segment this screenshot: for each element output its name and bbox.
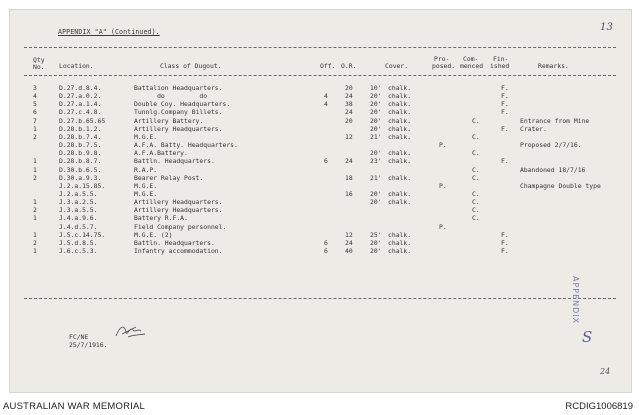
cell-or: 24 [345,108,353,117]
cell-pur: F. [501,238,509,247]
table-row [0,174,639,182]
cell-ccov: chalk. [388,173,412,182]
cell-pur: F. [501,108,509,117]
cell-ccov: chalk. [388,230,412,239]
cell-cov: 10' [370,84,382,92]
cell-cls: M.G.E. [134,181,158,190]
cell-loc: D.30.b.6.5. [59,165,102,174]
cell-ccov: chalk. [388,100,412,109]
cell-pur: F. [501,230,509,239]
cell-com: C. [472,189,480,198]
cell-cls: Battln. Headquarters. [134,157,215,166]
cell-loc: D.27.a.1.4. [59,100,102,109]
cell-ccov: chalk. [388,238,412,247]
stamp-letter: S [582,328,593,346]
header-no: No. [33,63,45,71]
cell-ccov: chalk. [388,132,412,141]
cell-com: C. [472,214,480,223]
cell-cls: A.F.A. Batty. Headquarters. [134,141,238,150]
table-row [0,133,639,141]
cell-cov: 23' [370,157,382,166]
cell-or: 20 [345,116,353,125]
cell-cls: do do [134,92,208,101]
cell-or: 12 [345,230,353,239]
cell-cls: Artillery Headquarters. [134,124,223,133]
table-row [0,84,639,92]
cell-or: 24 [345,92,353,101]
cell-com: C. [472,198,480,207]
cell-qty: 3 [33,84,37,92]
table-row [0,190,639,198]
cell-cov: 20' [370,116,382,125]
cell-or: 12 [345,132,353,141]
cell-loc: D.30.a.9.3. [59,173,102,182]
cell-rem: Abandoned 18/7/16 [520,165,586,174]
cell-ccov: chalk. [388,108,412,117]
table-row [0,108,639,116]
cell-qty: 2 [33,132,37,141]
cell-qty: 2 [33,173,37,182]
cell-qty: 1 [33,230,37,239]
cell-loc: D.28.b.9.8. [59,149,102,158]
cell-loc: J.2.a.15.85. [59,181,106,190]
cell-loc: J.3.a.5.5. [59,206,98,215]
cell-qty: 2 [33,238,37,247]
cell-or: 24 [345,157,353,166]
cell-com: C. [472,116,480,125]
cell-com: C. [472,132,480,141]
header-commenced-bottom: menced [460,62,484,70]
header-bottom-rule [24,75,616,76]
header-proposed-bottom: posed. [432,62,456,70]
header-cover: Cover. [385,62,409,70]
cell-com: C. [472,173,480,182]
cell-cls: Battalion Headquarters. [134,84,223,92]
table-row [0,92,639,100]
cell-or: 38 [345,100,353,109]
appendix-title: APPENDIX "A" (Continued). [58,28,160,36]
cell-cls: A.F.A.Battery. [134,149,188,158]
cell-rem: Entrance from Mine [520,116,590,125]
table-row [0,157,639,165]
cell-qty: 1 [33,247,37,255]
table-row [0,141,639,149]
cell-or: 18 [345,173,353,182]
cell-qty: 7 [33,116,37,125]
cell-cov: 21' [370,132,382,141]
cell-off: 6 [324,247,328,255]
cell-pro: P. [439,141,447,150]
cell-com: C. [472,206,480,215]
cell-qty: 1 [33,198,37,207]
table-row [0,117,639,125]
cell-cls: Double Coy. Headquarters. [134,100,231,109]
header-location: Location. [59,62,94,70]
header-commenced-top: Com- [463,55,479,63]
table-row [0,239,639,247]
cell-loc: D.27.d.8.4. [59,84,102,92]
cell-loc: J.4.a.9.6. [59,214,98,223]
cell-loc: D.27.b.65.65 [59,116,106,125]
cell-loc: J.2.a.5.5. [59,189,98,198]
cell-ccov: chalk. [388,247,412,255]
cell-ccov: chalk. [388,92,412,101]
cell-pro: P. [439,181,447,190]
table-row [0,149,639,157]
cell-loc: D.28.b.7.5. [59,141,102,150]
cell-cls: Artillery Battery. [134,116,204,125]
cell-pur: F. [501,100,509,109]
cell-cov: 25' [370,230,382,239]
corner-page-mark: 13 [600,22,613,33]
cell-cov: 20' [370,198,382,207]
table-row [0,125,639,133]
cell-cov: 20' [370,92,382,101]
cell-qty: 5 [33,100,37,109]
cell-off: 4 [324,100,328,109]
header-remarks: Remarks. [538,62,569,70]
cell-loc: J.4.d.5.7. [59,222,98,231]
cell-qty: 1 [33,157,37,166]
signature-mark [114,322,148,340]
cell-or: 20 [345,84,353,92]
cell-pur: F. [501,157,509,166]
cell-qty: 2 [33,206,37,215]
header-qty: Qty [33,56,45,64]
header-top-rule [24,47,616,48]
cell-loc: J.6.c.5.3. [59,247,98,255]
table-row [0,231,639,239]
cell-ccov: chalk. [388,84,412,92]
cell-cov: 21' [370,173,382,182]
cell-qty: 4 [33,92,37,101]
cell-cls: Field Company personnel. [134,222,227,231]
table-row [0,198,639,206]
cell-loc: J.5.c.14.75. [59,230,106,239]
cell-cov: 20' [370,108,382,117]
cell-pur: F. [501,92,509,101]
footer-date: 25/7/1916. [69,341,108,349]
cell-pur: F. [501,247,509,255]
cell-off: 4 [324,92,328,101]
cell-loc: D.28.b.8.7. [59,157,102,166]
header-off: Off. [320,62,336,70]
table-row [0,223,639,231]
cell-cov: 20' [370,124,382,133]
header-or: O.R. [341,62,357,70]
cell-cls: Artillery Headquarters. [134,206,223,215]
cell-cls: M.G.E. [134,132,158,141]
table-row [0,166,639,174]
page-number: 24 [600,367,611,376]
cell-or: 16 [345,189,353,198]
cell-cov: 20' [370,149,382,158]
cell-qty: 1 [33,124,37,133]
appendix-stamp: APPENDIX [571,276,580,325]
archive-record-id: RCDIG1006819 [565,401,633,412]
cell-com: C. [472,149,480,158]
cell-cls: M.G.E. [134,189,158,198]
cell-cls: Battery R.F.A. [134,214,188,223]
cell-cls: Battln. Headquarters. [134,238,215,247]
cell-rem: Proposed 2/7/16. [520,141,582,150]
table-bottom-rule [24,298,616,299]
cell-or: 24 [345,238,353,247]
header-finished-top: Fin- [493,55,509,63]
cell-cov: 20' [370,189,382,198]
cell-qty: 1 [33,165,37,174]
footer-reference: FC/NE [69,333,89,341]
cell-loc: J.5.d.8.5. [59,238,98,247]
cell-loc: D.28.b.1.2. [59,124,102,133]
archive-institution: AUSTRALIAN WAR MEMORIAL [3,401,146,412]
table-row [0,206,639,214]
cell-cov: 20' [370,100,382,109]
cell-cov: 20' [370,238,382,247]
cell-pur: F. [501,124,509,133]
cell-pro: P. [439,222,447,231]
cell-loc: J.3.a.2.5. [59,198,98,207]
cell-off: 6 [324,157,328,166]
cell-ccov: chalk. [388,189,412,198]
cell-cls: R.A.P. [134,165,158,174]
cell-qty: 6 [33,108,37,117]
cell-cls: Tunnlg.Company Billets. [134,108,223,117]
cell-loc: D.28.b.7.4. [59,132,102,141]
cell-ccov: chalk. [388,116,412,125]
cell-off: 6 [324,238,328,247]
cell-ccov: chalk. [388,157,412,166]
header-proposed-top: Pro- [434,55,450,63]
table-row [0,247,639,255]
cell-qty: 1 [33,214,37,223]
cell-pur: F. [501,84,509,92]
cell-cls: Infantry accommodation. [134,247,223,255]
cell-cls: Artillery Headquarters. [134,198,223,207]
cell-ccov: chalk. [388,124,412,133]
header-finished-bottom: ished [490,62,510,70]
cell-ccov: chalk. [388,149,412,158]
header-class-of-dugout: Class of Dugout. [160,62,222,70]
cell-ccov: chalk. [388,198,412,207]
table-row [0,100,639,108]
cell-cls: Bearer Relay Post. [134,173,204,182]
cell-cov: 20' [370,247,382,255]
table-row [0,214,639,222]
cell-com: C. [472,165,480,174]
cell-loc: D.27.c.4.8. [59,108,102,117]
cell-or: 40 [345,247,353,255]
cell-rem: Champagne Double type [520,181,601,190]
cell-rem: Crater. [520,124,547,133]
cell-cls: M.G.E. (2) [134,230,173,239]
table-row [0,182,639,190]
cell-loc: D.27.a.0.2. [59,92,102,101]
